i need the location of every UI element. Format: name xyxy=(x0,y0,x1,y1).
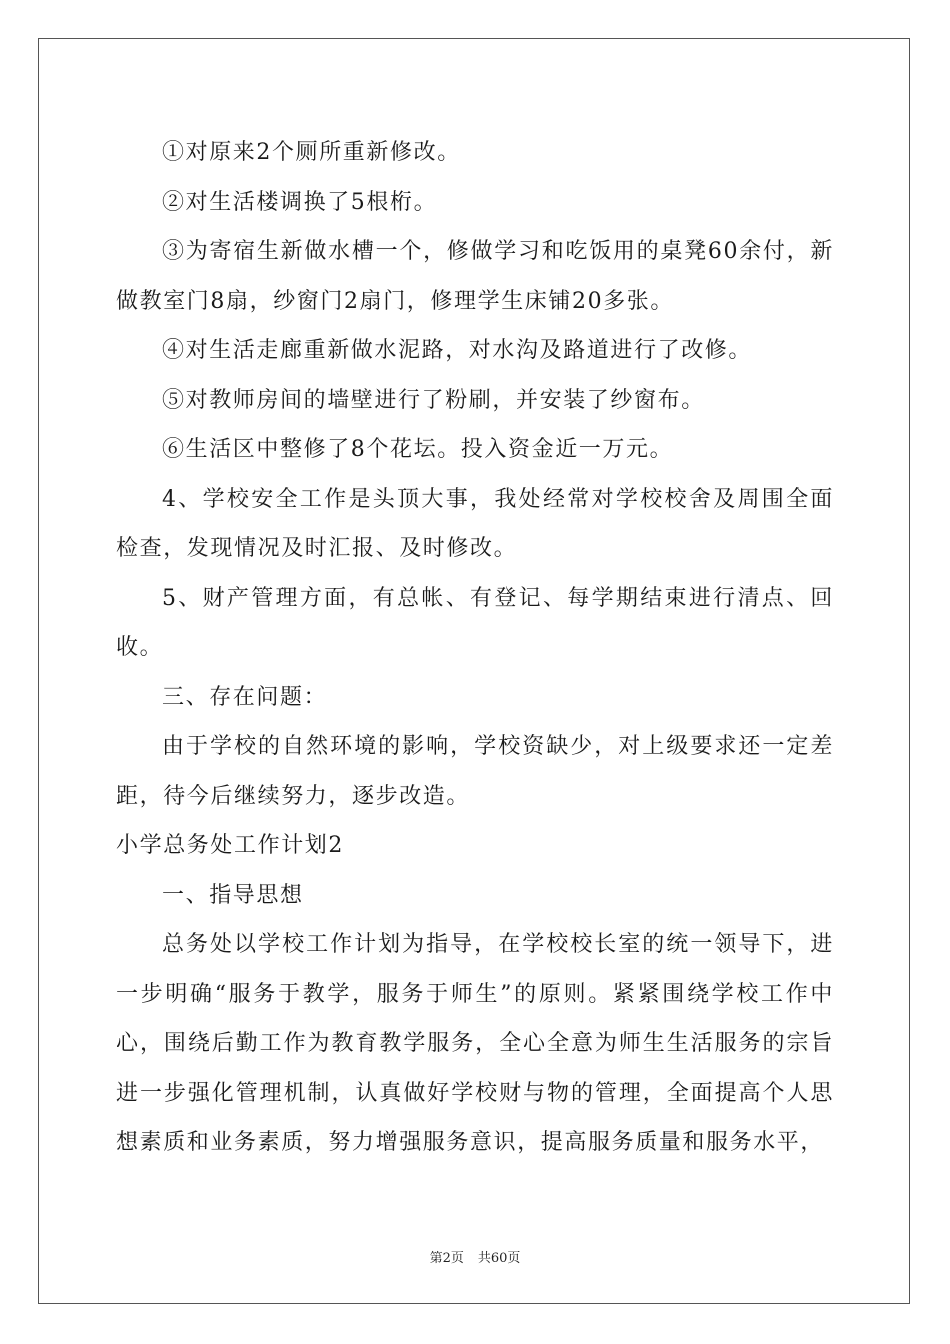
paragraph-item-2: ②对生活楼调换了5根桁。 xyxy=(162,189,438,215)
section-heading-problems: 三、存在问题： xyxy=(162,684,328,710)
paragraph-property: 5、财产管理方面，有总帐、有登记、每学期结束进行清点、回收。 xyxy=(116,585,834,660)
page-number: 第2页 xyxy=(429,1251,464,1266)
section-heading-guidance: 一、指导思想 xyxy=(162,882,304,908)
paragraph-item-4: ④对生活走廊重新做水泥路，对水沟及路道进行了改修。 xyxy=(162,338,753,363)
paragraph-safety: 4、学校安全工作是头顶大事，我处经常对学校校舍及周围全面检查，发现情况及时汇报、及时修改。 xyxy=(116,486,834,561)
paragraph-item-3: ③为寄宿生新做水槽一个，修做学习和吃饭用的桌凳60余付，新做教室门8扇，纱窗门2扇门，修理学生床铺20多张。 xyxy=(116,239,834,314)
paragraph-guidance: 总务处以学校工作计划为指导，在学校校长室的统一领导下，进一步明确“服务于教学，服务于师生”的原则。紧紧围绕学校工作中心，围绕后勤工作为教育教学服务，全心全意为师生生活服务的宗旨进一步强化管理机制，认真做好学校财与物的管理，全面提高个人思想素质和业务素质，努力增强服务意识，提高服务质量和服务水平， xyxy=(116,932,834,1155)
page-total: 共60页 xyxy=(477,1251,521,1266)
document-title: 小学总务处工作计划2 xyxy=(116,833,344,858)
paragraph-item-6: ⑥生活区中整修了8个花坛。投入资金近一万元。 xyxy=(162,437,674,462)
paragraph-problems: 由于学校的自然环境的影响，学校资缺少，对上级要求还一定差距，待今后继续努力，逐步改造。 xyxy=(116,734,834,809)
page-footer xyxy=(0,1247,950,1266)
document-body xyxy=(116,128,834,1168)
paragraph-item-5: ⑤对教师房间的墙壁进行了粉刷，并安装了纱窗布。 xyxy=(162,387,705,413)
paragraph-item-1: ①对原来2个厕所重新修改。 xyxy=(162,140,461,165)
